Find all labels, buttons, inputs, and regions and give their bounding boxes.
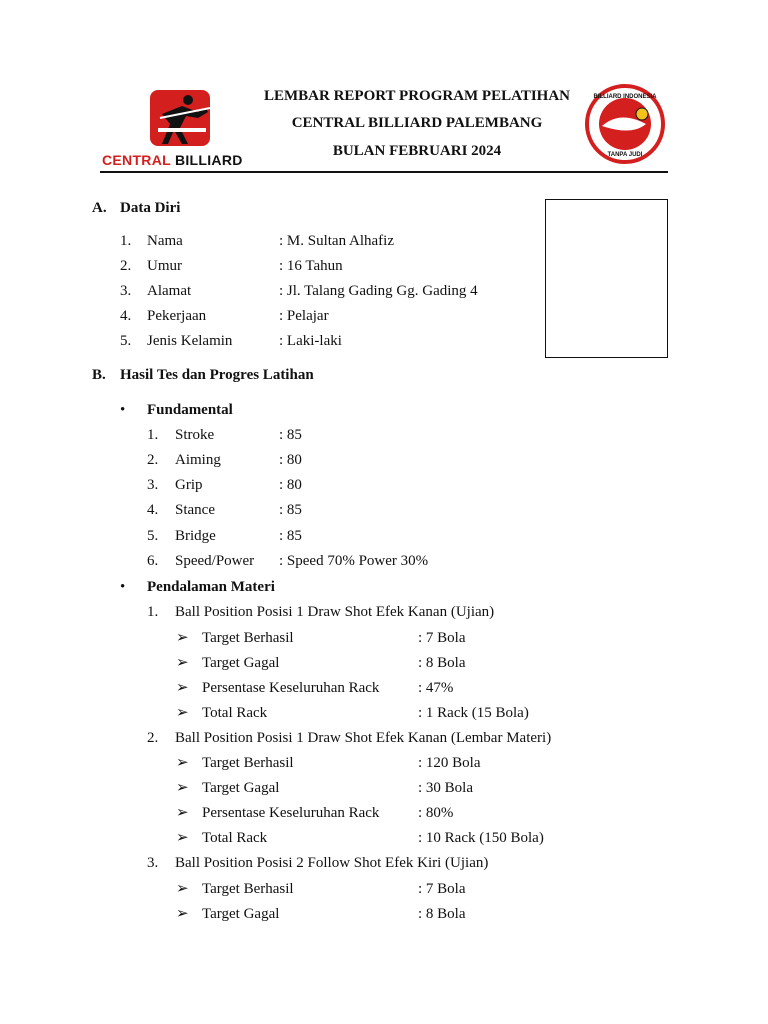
field-value-pekerjaan: : Pelajar	[279, 308, 329, 324]
section-b-title: Hasil Tes dan Progres Latihan	[120, 367, 314, 383]
arrow-bullet-icon: ➢	[176, 906, 189, 922]
detail-label: Persentase Keseluruhan Rack	[202, 805, 380, 821]
detail-label: Target Berhasil	[202, 881, 294, 897]
bullet-icon: •	[120, 402, 126, 418]
field-label-pekerjaan: Pekerjaan	[147, 308, 207, 324]
score-label: Stance	[175, 502, 215, 518]
detail-label: Target Gagal	[202, 655, 280, 671]
list-item-number: 2.	[147, 730, 159, 746]
score-value: : Speed 70% Power 30%	[279, 553, 429, 569]
detail-label: Target Gagal	[202, 906, 280, 922]
exercise-title: Ball Position Posisi 1 Draw Shot Efek Kanan (Lembar Materi)	[175, 730, 552, 746]
arrow-bullet-icon: ➢	[176, 780, 189, 796]
report-period: BULAN FEBRUARI 2024	[332, 143, 502, 159]
list-item-number: 3.	[147, 855, 159, 871]
billiard-indonesia-logo	[580, 84, 670, 164]
score-label: Bridge	[175, 528, 216, 544]
score-value: : 85	[279, 502, 302, 518]
field-value-jenis-kelamin: : Laki-laki	[279, 333, 342, 349]
detail-value: : 10 Rack (150 Bola)	[418, 830, 544, 846]
detail-label: Total Rack	[202, 705, 268, 721]
exercise-title: Ball Position Posisi 1 Draw Shot Efek Kanan (Ujian)	[175, 604, 495, 620]
section-a-letter: A.	[92, 200, 107, 216]
field-label-jenis-kelamin: Jenis Kelamin	[147, 333, 233, 349]
list-item-number: 1.	[147, 427, 159, 443]
detail-value: : 7 Bola	[418, 630, 466, 646]
list-item-number: 4.	[120, 308, 132, 324]
field-label-nama: Nama	[147, 233, 183, 249]
arrow-bullet-icon: ➢	[176, 755, 189, 771]
arrow-bullet-icon: ➢	[176, 805, 189, 821]
arrow-bullet-icon: ➢	[176, 830, 189, 846]
detail-value: : 7 Bola	[418, 881, 466, 897]
list-item-number: 4.	[147, 502, 159, 518]
score-value: : 85	[279, 528, 302, 544]
list-item-number: 1.	[147, 604, 159, 620]
fundamental-title: Fundamental	[147, 402, 233, 418]
detail-value: : 120 Bola	[418, 755, 481, 771]
detail-value: : 8 Bola	[418, 906, 466, 922]
pendalaman-title: Pendalaman Materi	[147, 579, 275, 595]
detail-label: Target Berhasil	[202, 630, 294, 646]
field-label-umur: Umur	[147, 258, 182, 274]
list-item-number: 5.	[120, 333, 132, 349]
list-item-number: 3.	[120, 283, 132, 299]
report-title: LEMBAR REPORT PROGRAM PELATIHAN	[263, 88, 570, 104]
score-value: : 80	[279, 477, 302, 493]
exercise-title: Ball Position Posisi 2 Follow Shot Efek Kiri (Ujian)	[175, 855, 489, 871]
detail-label: Target Gagal	[202, 780, 280, 796]
bullet-icon: •	[120, 579, 126, 595]
detail-value: : 8 Bola	[418, 655, 466, 671]
score-value: : 80	[279, 452, 302, 468]
detail-label: Total Rack	[202, 830, 268, 846]
list-item-number: 6.	[147, 553, 159, 569]
score-label: Aiming	[175, 452, 221, 468]
logo-ring-bottom-text: TANPA JUDI	[607, 152, 643, 158]
list-item-number: 1.	[120, 233, 132, 249]
score-label: Speed/Power	[175, 553, 255, 569]
logo-ring-top-text: BILLIARD INDONESIA	[593, 94, 657, 100]
score-label: Stroke	[175, 427, 215, 443]
field-value-alamat: : Jl. Talang Gading Gg. Gading 4	[279, 283, 478, 299]
central-billiard-logo	[102, 88, 252, 168]
section-b-letter: B.	[92, 367, 106, 383]
list-item-number: 3.	[147, 477, 159, 493]
arrow-bullet-icon: ➢	[176, 705, 189, 721]
detail-value: : 30 Bola	[418, 780, 473, 796]
section-a-title: Data Diri	[120, 200, 181, 216]
arrow-bullet-icon: ➢	[176, 630, 189, 646]
field-label-alamat: Alamat	[147, 283, 192, 299]
score-value: : 85	[279, 427, 302, 443]
header-divider	[100, 171, 668, 173]
field-value-nama: : M. Sultan Alhafiz	[279, 233, 394, 249]
list-item-number: 2.	[120, 258, 132, 274]
photo-placeholder	[545, 199, 668, 358]
billiard-indonesia-emblem-icon	[580, 84, 670, 164]
list-item-number: 5.	[147, 528, 159, 544]
detail-label: Persentase Keseluruhan Rack	[202, 680, 380, 696]
detail-value: : 80%	[418, 805, 454, 821]
detail-value: : 1 Rack (15 Bola)	[418, 705, 529, 721]
arrow-bullet-icon: ➢	[176, 655, 189, 671]
list-item-number: 2.	[147, 452, 159, 468]
organization-name: CENTRAL BILLIARD PALEMBANG	[291, 115, 543, 131]
detail-label: Target Berhasil	[202, 755, 294, 771]
logo-wordmark: CENTRAL BILLIARD	[102, 152, 243, 168]
score-label: Grip	[175, 477, 203, 493]
detail-value: : 47%	[418, 680, 454, 696]
field-value-umur: : 16 Tahun	[279, 258, 343, 274]
arrow-bullet-icon: ➢	[176, 680, 189, 696]
arrow-bullet-icon: ➢	[176, 881, 189, 897]
